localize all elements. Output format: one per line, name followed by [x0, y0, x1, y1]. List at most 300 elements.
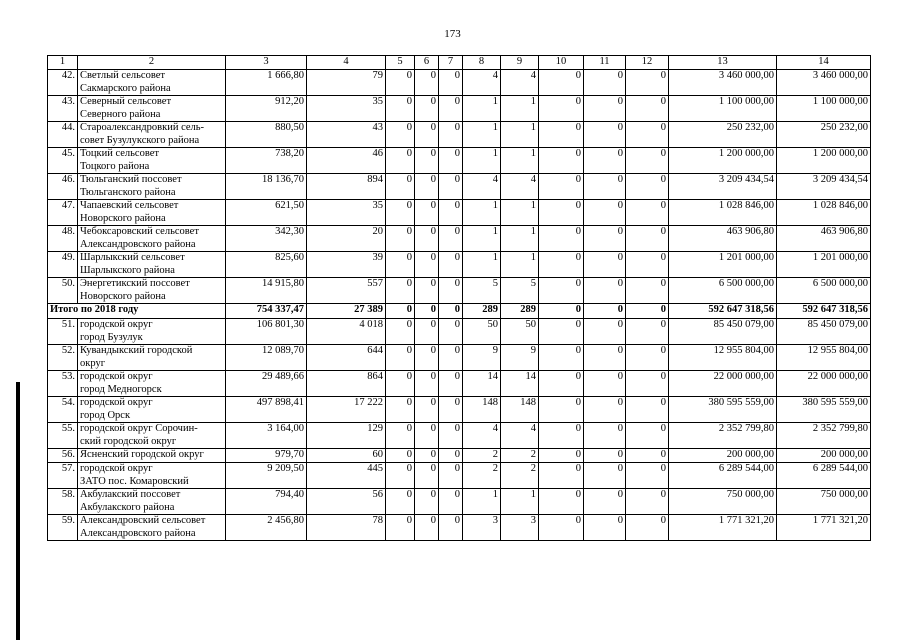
- cell-c11: 0: [584, 96, 626, 122]
- cell-c12: 0: [626, 148, 669, 174]
- cell-c8: 1: [463, 96, 501, 122]
- cell-c10: 0: [539, 252, 584, 278]
- total-label: Итого по 2018 году: [48, 304, 226, 319]
- table-row: [48, 252, 871, 278]
- cell-c8: 1: [463, 252, 501, 278]
- cell-c10: 0: [539, 70, 584, 96]
- cell-c14: 12 955 804,00: [777, 345, 871, 371]
- cell-c12: 0: [626, 423, 669, 449]
- cell-c3: 106 801,30: [226, 319, 307, 345]
- cell-c14: 1 771 321,20: [777, 515, 871, 541]
- cell-c3: 1 666,80: [226, 70, 307, 96]
- cell-c6: 0: [415, 449, 439, 463]
- cell-c11: 0: [584, 371, 626, 397]
- row-number: 57.: [48, 463, 78, 489]
- cell-c6: 0: [415, 319, 439, 345]
- cell-c9: 1: [501, 489, 539, 515]
- cell-c11: 0: [584, 463, 626, 489]
- col-header: 2: [78, 56, 226, 70]
- cell-c10: 0: [539, 122, 584, 148]
- total-c6: 0: [415, 304, 439, 319]
- cell-c14: 200 000,00: [777, 449, 871, 463]
- cell-c11: 0: [584, 122, 626, 148]
- cell-c13: 1 028 846,00: [669, 200, 777, 226]
- cell-c11: 0: [584, 174, 626, 200]
- total-c7: 0: [439, 304, 463, 319]
- header-row: [48, 56, 871, 70]
- col-header: 4: [307, 56, 386, 70]
- cell-c7: 0: [439, 122, 463, 148]
- cell-c9: 4: [501, 70, 539, 96]
- cell-c7: 0: [439, 148, 463, 174]
- cell-c11: 0: [584, 423, 626, 449]
- cell-c4: 4 018: [307, 319, 386, 345]
- cell-c9: 4: [501, 174, 539, 200]
- col-header: 5: [386, 56, 415, 70]
- cell-c3: 880,50: [226, 122, 307, 148]
- cell-c7: 0: [439, 70, 463, 96]
- cell-c4: 46: [307, 148, 386, 174]
- scan-margin-bar: [16, 382, 20, 640]
- cell-c11: 0: [584, 515, 626, 541]
- row-number: 59.: [48, 515, 78, 541]
- cell-c7: 0: [439, 278, 463, 304]
- cell-c6: 0: [415, 278, 439, 304]
- cell-c14: 6 289 544,00: [777, 463, 871, 489]
- cell-c6: 0: [415, 96, 439, 122]
- cell-c6: 0: [415, 463, 439, 489]
- cell-c9: 1: [501, 96, 539, 122]
- cell-c13: 85 450 079,00: [669, 319, 777, 345]
- cell-c9: 9: [501, 345, 539, 371]
- row-number: 50.: [48, 278, 78, 304]
- cell-c4: 39: [307, 252, 386, 278]
- table-row: [48, 397, 871, 423]
- cell-c12: 0: [626, 70, 669, 96]
- municipality-name: Шарлыкский сельсовет Шарлыкского района: [78, 252, 226, 278]
- page-number: 173: [444, 28, 461, 40]
- col-header: 6: [415, 56, 439, 70]
- row-number: 43.: [48, 96, 78, 122]
- municipality-name: Староалександровкий сель- совет Бузулукского района: [78, 122, 226, 148]
- cell-c14: 85 450 079,00: [777, 319, 871, 345]
- cell-c7: 0: [439, 252, 463, 278]
- cell-c10: 0: [539, 96, 584, 122]
- total-c10: 0: [539, 304, 584, 319]
- cell-c12: 0: [626, 397, 669, 423]
- table-row: [48, 200, 871, 226]
- municipality-name: Северный сельсовет Северного района: [78, 96, 226, 122]
- cell-c11: 0: [584, 319, 626, 345]
- cell-c14: 750 000,00: [777, 489, 871, 515]
- cell-c4: 17 222: [307, 397, 386, 423]
- cell-c7: 0: [439, 515, 463, 541]
- cell-c11: 0: [584, 397, 626, 423]
- cell-c8: 148: [463, 397, 501, 423]
- cell-c14: 6 500 000,00: [777, 278, 871, 304]
- cell-c12: 0: [626, 489, 669, 515]
- cell-c4: 557: [307, 278, 386, 304]
- cell-c7: 0: [439, 226, 463, 252]
- cell-c6: 0: [415, 148, 439, 174]
- cell-c14: 463 906,80: [777, 226, 871, 252]
- cell-c10: 0: [539, 226, 584, 252]
- cell-c10: 0: [539, 463, 584, 489]
- cell-c9: 148: [501, 397, 539, 423]
- cell-c3: 497 898,41: [226, 397, 307, 423]
- cell-c4: 20: [307, 226, 386, 252]
- row-number: 55.: [48, 423, 78, 449]
- cell-c3: 738,20: [226, 148, 307, 174]
- cell-c4: 35: [307, 96, 386, 122]
- col-header: 11: [584, 56, 626, 70]
- cell-c8: 1: [463, 148, 501, 174]
- cell-c9: 5: [501, 278, 539, 304]
- cell-c7: 0: [439, 96, 463, 122]
- total-c3: 754 337,47: [226, 304, 307, 319]
- cell-c7: 0: [439, 371, 463, 397]
- cell-c8: 1: [463, 489, 501, 515]
- total-row: [48, 304, 871, 319]
- table-row: [48, 515, 871, 541]
- cell-c10: 0: [539, 423, 584, 449]
- cell-c12: 0: [626, 174, 669, 200]
- municipality-name: Тюльганский поссовет Тюльганского района: [78, 174, 226, 200]
- municipality-name: Энергетикский поссовет Новорского района: [78, 278, 226, 304]
- cell-c10: 0: [539, 397, 584, 423]
- cell-c6: 0: [415, 371, 439, 397]
- cell-c6: 0: [415, 226, 439, 252]
- cell-c13: 250 232,00: [669, 122, 777, 148]
- row-number: 47.: [48, 200, 78, 226]
- cell-c11: 0: [584, 70, 626, 96]
- cell-c7: 0: [439, 449, 463, 463]
- cell-c8: 2: [463, 463, 501, 489]
- col-header: 14: [777, 56, 871, 70]
- table-row: [48, 371, 871, 397]
- cell-c3: 979,70: [226, 449, 307, 463]
- cell-c3: 9 209,50: [226, 463, 307, 489]
- cell-c6: 0: [415, 515, 439, 541]
- total-c14: 592 647 318,56: [777, 304, 871, 319]
- cell-c13: 2 352 799,80: [669, 423, 777, 449]
- cell-c4: 445: [307, 463, 386, 489]
- cell-c4: 56: [307, 489, 386, 515]
- cell-c8: 5: [463, 278, 501, 304]
- cell-c4: 60: [307, 449, 386, 463]
- cell-c8: 3: [463, 515, 501, 541]
- row-number: 48.: [48, 226, 78, 252]
- cell-c3: 3 164,00: [226, 423, 307, 449]
- cell-c3: 29 489,66: [226, 371, 307, 397]
- cell-c9: 1: [501, 122, 539, 148]
- cell-c4: 129: [307, 423, 386, 449]
- col-header: 3: [226, 56, 307, 70]
- cell-c7: 0: [439, 463, 463, 489]
- cell-c12: 0: [626, 345, 669, 371]
- cell-c13: 12 955 804,00: [669, 345, 777, 371]
- row-number: 51.: [48, 319, 78, 345]
- table-row: [48, 174, 871, 200]
- cell-c5: 0: [386, 345, 415, 371]
- cell-c4: 894: [307, 174, 386, 200]
- col-header: 10: [539, 56, 584, 70]
- cell-c12: 0: [626, 449, 669, 463]
- cell-c14: 380 595 559,00: [777, 397, 871, 423]
- col-header: 12: [626, 56, 669, 70]
- row-number: 44.: [48, 122, 78, 148]
- cell-c8: 1: [463, 122, 501, 148]
- data-table: [47, 55, 871, 541]
- table-row: [48, 226, 871, 252]
- cell-c12: 0: [626, 200, 669, 226]
- cell-c5: 0: [386, 148, 415, 174]
- cell-c5: 0: [386, 200, 415, 226]
- cell-c5: 0: [386, 278, 415, 304]
- cell-c11: 0: [584, 345, 626, 371]
- col-header: 8: [463, 56, 501, 70]
- table-row: [48, 345, 871, 371]
- cell-c6: 0: [415, 200, 439, 226]
- cell-c11: 0: [584, 252, 626, 278]
- row-number: 46.: [48, 174, 78, 200]
- table-row: [48, 70, 871, 96]
- cell-c3: 621,50: [226, 200, 307, 226]
- cell-c12: 0: [626, 122, 669, 148]
- total-c8: 289: [463, 304, 501, 319]
- table-row: [48, 489, 871, 515]
- cell-c11: 0: [584, 148, 626, 174]
- cell-c4: 79: [307, 70, 386, 96]
- cell-c4: 78: [307, 515, 386, 541]
- cell-c7: 0: [439, 345, 463, 371]
- cell-c13: 6 500 000,00: [669, 278, 777, 304]
- cell-c3: 18 136,70: [226, 174, 307, 200]
- cell-c5: 0: [386, 489, 415, 515]
- cell-c8: 4: [463, 423, 501, 449]
- col-header: 9: [501, 56, 539, 70]
- cell-c14: 250 232,00: [777, 122, 871, 148]
- cell-c14: 1 100 000,00: [777, 96, 871, 122]
- col-header: 13: [669, 56, 777, 70]
- cell-c13: 750 000,00: [669, 489, 777, 515]
- cell-c13: 3 460 000,00: [669, 70, 777, 96]
- col-header: 1: [48, 56, 78, 70]
- total-c4: 27 389: [307, 304, 386, 319]
- cell-c13: 3 209 434,54: [669, 174, 777, 200]
- municipality-name: городской округ город Медногорск: [78, 371, 226, 397]
- cell-c8: 14: [463, 371, 501, 397]
- cell-c7: 0: [439, 319, 463, 345]
- cell-c9: 1: [501, 148, 539, 174]
- municipality-name: Тоцкий сельсовет Тоцкого района: [78, 148, 226, 174]
- cell-c8: 1: [463, 200, 501, 226]
- municipality-name: Ясненский городской округ: [78, 449, 226, 463]
- municipality-name: Кувандыкский городской округ: [78, 345, 226, 371]
- cell-c9: 1: [501, 200, 539, 226]
- cell-c10: 0: [539, 200, 584, 226]
- cell-c8: 1: [463, 226, 501, 252]
- cell-c7: 0: [439, 200, 463, 226]
- total-c13: 592 647 318,56: [669, 304, 777, 319]
- total-c5: 0: [386, 304, 415, 319]
- cell-c8: 50: [463, 319, 501, 345]
- cell-c14: 1 201 000,00: [777, 252, 871, 278]
- cell-c4: 35: [307, 200, 386, 226]
- cell-c14: 22 000 000,00: [777, 371, 871, 397]
- cell-c12: 0: [626, 278, 669, 304]
- cell-c6: 0: [415, 423, 439, 449]
- cell-c12: 0: [626, 96, 669, 122]
- cell-c5: 0: [386, 449, 415, 463]
- cell-c3: 12 089,70: [226, 345, 307, 371]
- table-row: [48, 278, 871, 304]
- cell-c13: 1 200 000,00: [669, 148, 777, 174]
- table-row: [48, 423, 871, 449]
- cell-c9: 2: [501, 463, 539, 489]
- cell-c12: 0: [626, 252, 669, 278]
- cell-c5: 0: [386, 122, 415, 148]
- cell-c5: 0: [386, 96, 415, 122]
- cell-c5: 0: [386, 423, 415, 449]
- cell-c6: 0: [415, 70, 439, 96]
- cell-c5: 0: [386, 463, 415, 489]
- table-row: [48, 122, 871, 148]
- cell-c7: 0: [439, 174, 463, 200]
- row-number: 49.: [48, 252, 78, 278]
- cell-c10: 0: [539, 515, 584, 541]
- row-number: 53.: [48, 371, 78, 397]
- cell-c12: 0: [626, 319, 669, 345]
- municipality-name: Светлый сельсовет Сакмарского района: [78, 70, 226, 96]
- municipality-name: городской округ город Орск: [78, 397, 226, 423]
- cell-c8: 4: [463, 174, 501, 200]
- cell-c10: 0: [539, 489, 584, 515]
- municipality-name: городской округ Сорочин- ский городской округ: [78, 423, 226, 449]
- cell-c7: 0: [439, 489, 463, 515]
- cell-c14: 3 209 434,54: [777, 174, 871, 200]
- cell-c3: 825,60: [226, 252, 307, 278]
- municipality-name: Александровский сельсовет Александровского района: [78, 515, 226, 541]
- cell-c13: 200 000,00: [669, 449, 777, 463]
- cell-c13: 1 771 321,20: [669, 515, 777, 541]
- municipality-name: Чебоксаровский сельсовет Александровского района: [78, 226, 226, 252]
- row-number: 56.: [48, 449, 78, 463]
- cell-c5: 0: [386, 174, 415, 200]
- cell-c13: 1 201 000,00: [669, 252, 777, 278]
- cell-c11: 0: [584, 200, 626, 226]
- cell-c5: 0: [386, 397, 415, 423]
- municipality-name: городской округ город Бузулук: [78, 319, 226, 345]
- cell-c14: 3 460 000,00: [777, 70, 871, 96]
- cell-c8: 4: [463, 70, 501, 96]
- cell-c10: 0: [539, 148, 584, 174]
- cell-c11: 0: [584, 489, 626, 515]
- total-c11: 0: [584, 304, 626, 319]
- cell-c6: 0: [415, 252, 439, 278]
- cell-c9: 2: [501, 449, 539, 463]
- cell-c5: 0: [386, 371, 415, 397]
- total-c9: 289: [501, 304, 539, 319]
- cell-c11: 0: [584, 278, 626, 304]
- cell-c9: 3: [501, 515, 539, 541]
- total-c12: 0: [626, 304, 669, 319]
- cell-c10: 0: [539, 371, 584, 397]
- cell-c13: 380 595 559,00: [669, 397, 777, 423]
- cell-c7: 0: [439, 397, 463, 423]
- cell-c13: 22 000 000,00: [669, 371, 777, 397]
- cell-c14: 1 028 846,00: [777, 200, 871, 226]
- cell-c10: 0: [539, 278, 584, 304]
- cell-c9: 50: [501, 319, 539, 345]
- table-row: [48, 96, 871, 122]
- cell-c6: 0: [415, 397, 439, 423]
- cell-c3: 342,30: [226, 226, 307, 252]
- row-number: 42.: [48, 70, 78, 96]
- cell-c6: 0: [415, 345, 439, 371]
- col-header: 7: [439, 56, 463, 70]
- cell-c13: 463 906,80: [669, 226, 777, 252]
- cell-c3: 912,20: [226, 96, 307, 122]
- table-row: [48, 148, 871, 174]
- cell-c12: 0: [626, 463, 669, 489]
- cell-c10: 0: [539, 319, 584, 345]
- cell-c3: 794,40: [226, 489, 307, 515]
- cell-c9: 1: [501, 226, 539, 252]
- cell-c14: 2 352 799,80: [777, 423, 871, 449]
- cell-c6: 0: [415, 122, 439, 148]
- cell-c5: 0: [386, 252, 415, 278]
- cell-c11: 0: [584, 226, 626, 252]
- cell-c14: 1 200 000,00: [777, 148, 871, 174]
- cell-c4: 43: [307, 122, 386, 148]
- cell-c9: 4: [501, 423, 539, 449]
- table-row: [48, 449, 871, 463]
- cell-c4: 644: [307, 345, 386, 371]
- cell-c5: 0: [386, 515, 415, 541]
- cell-c12: 0: [626, 515, 669, 541]
- cell-c10: 0: [539, 345, 584, 371]
- cell-c12: 0: [626, 371, 669, 397]
- cell-c13: 6 289 544,00: [669, 463, 777, 489]
- row-number: 52.: [48, 345, 78, 371]
- cell-c6: 0: [415, 174, 439, 200]
- cell-c3: 2 456,80: [226, 515, 307, 541]
- municipality-name: городской округ ЗАТО пос. Комаровский: [78, 463, 226, 489]
- cell-c9: 14: [501, 371, 539, 397]
- cell-c3: 14 915,80: [226, 278, 307, 304]
- cell-c12: 0: [626, 226, 669, 252]
- cell-c8: 9: [463, 345, 501, 371]
- cell-c9: 1: [501, 252, 539, 278]
- cell-c10: 0: [539, 174, 584, 200]
- table-row: [48, 319, 871, 345]
- municipality-name: Чапаевский сельсовет Новорского района: [78, 200, 226, 226]
- table-row: [48, 463, 871, 489]
- row-number: 45.: [48, 148, 78, 174]
- row-number: 54.: [48, 397, 78, 423]
- cell-c10: 0: [539, 449, 584, 463]
- cell-c5: 0: [386, 70, 415, 96]
- cell-c13: 1 100 000,00: [669, 96, 777, 122]
- cell-c4: 864: [307, 371, 386, 397]
- cell-c5: 0: [386, 319, 415, 345]
- cell-c7: 0: [439, 423, 463, 449]
- cell-c6: 0: [415, 489, 439, 515]
- cell-c5: 0: [386, 226, 415, 252]
- cell-c11: 0: [584, 449, 626, 463]
- row-number: 58.: [48, 489, 78, 515]
